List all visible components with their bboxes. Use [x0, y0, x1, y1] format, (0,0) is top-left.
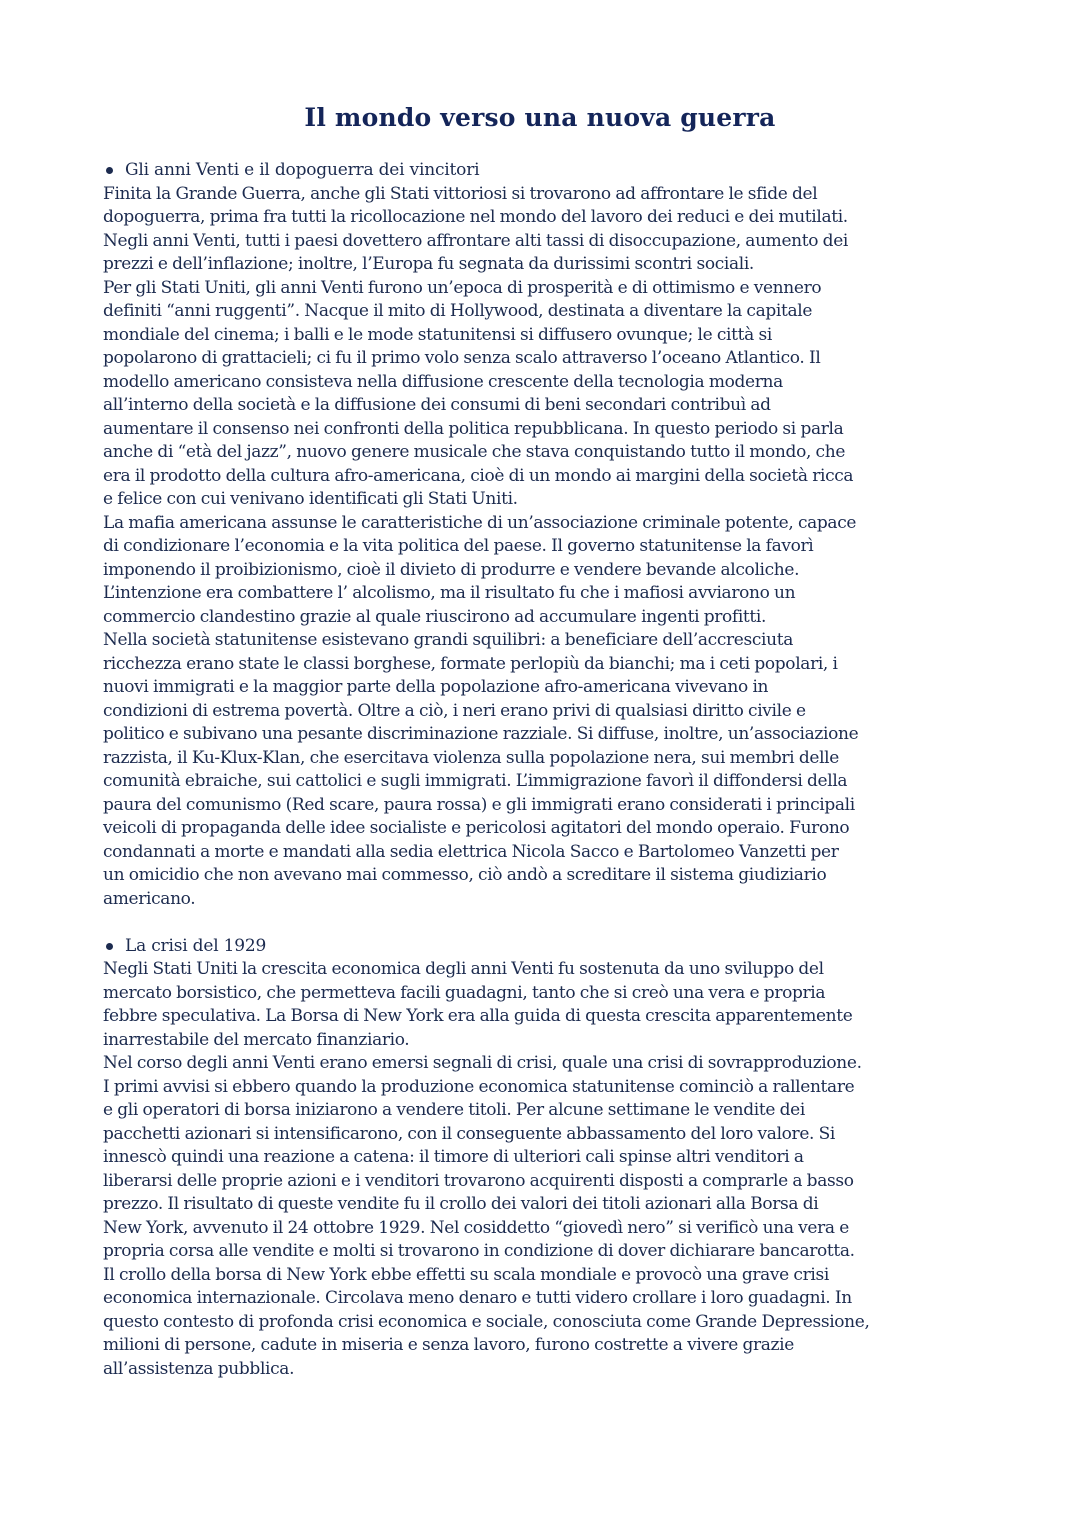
section-paragraph [103, 183, 993, 912]
text-line: liberarsi delle proprie azioni e i venditori trovarono acquirenti disposti a comprarle a basso [103, 1170, 854, 1191]
text-line: prezzi e dell’inflazione; inoltre, l’Europa fu segnata da durissimi scontri sociali. [103, 254, 754, 274]
text-line: New York, avvenuto il 24 ottobre 1929. Nel cosiddetto “giovedì nero” si verificò una vera e [103, 1217, 849, 1238]
text-line: nuovi immigrati e la maggior parte della popolazione afro-americana vivevano in [103, 677, 769, 697]
text-line: Negli Stati Uniti la crescita economica degli anni Venti fu sostenuta da uno sviluppo del [103, 959, 824, 979]
document-body [103, 159, 993, 1381]
text-line: Negli anni Venti, tutti i paesi dovettero affrontare alti tassi di disoccupazione, aumento dei [103, 230, 849, 251]
text-line: inarrestabile del mercato finanziario. [103, 1029, 410, 1050]
text-line: pacchetti azionari si intensificarono, con il conseguente abbassamento del loro valore. Si [103, 1123, 836, 1144]
text-line: all’assistenza pubblica. [103, 1358, 295, 1379]
text-line: un omicidio che non avevano mai commesso, ciò andò a screditare il sistema giudiziario [103, 865, 827, 885]
section-heading [103, 159, 993, 183]
section-paragraph [103, 958, 993, 1381]
section-heading-text: Gli anni Venti e il dopoguerra dei vincitori [125, 160, 480, 180]
text-line: all’interno della società e la diffusione dei consumi di beni secondari contribuì ad [103, 395, 771, 415]
text-line: economica internazionale. Circolava meno denaro e tutti videro crollare i loro guadagni. In [103, 1288, 852, 1308]
text-line: Per gli Stati Uniti, gli anni Venti furono un’epoca di prosperità e di ottimismo e vennero [103, 277, 822, 298]
text-line: La mafia americana assunse le caratteristiche di un’associazione criminale potente, capace [103, 512, 857, 533]
text-line: comunità ebraiche, sui cattolici e sugli immigrati. L’immigrazione favorì il diffondersi della [103, 771, 848, 791]
text-line: febbre speculativa. La Borsa di New York era alla guida di questa crescita apparentemente [103, 1006, 853, 1026]
text-line: Nel corso degli anni Venti erano emersi segnali di crisi, quale una crisi di sovrapproduzione. [103, 1053, 862, 1073]
text-line: veicoli di propaganda delle idee socialiste e pericolosi agitatori del mondo operaio. Furono [103, 818, 850, 838]
section-heading-text: La crisi del 1929 [125, 935, 267, 956]
text-line: anche di “età del jazz”, nuovo genere musicale che stava conquistando tutto il mondo, che [103, 442, 846, 462]
text-line: e gli operatori di borsa iniziarono a vendere titoli. Per alcune settimane le vendite dei [103, 1100, 805, 1120]
text-line: Il crollo della borsa di New York ebbe effetti su scala mondiale e provocò una grave crisi [103, 1264, 829, 1285]
text-line: e felice con cui venivano identificati gli Stati Uniti. [103, 489, 518, 509]
text-line: razzista, il Ku-Klux-Klan, che esercitava violenza sulla popolazione nera, sui membri delle [103, 747, 839, 768]
text-line: prezzo. Il risultato di queste vendite fu il crollo dei valori dei titoli azionari alla Borsa di [103, 1194, 819, 1214]
text-line: aumentare il consenso nei confronti della politica repubblicana. In questo periodo si parla [103, 418, 844, 439]
text-line: di condizionare l’economia e la vita politica del paese. Il governo statunitense la favorì [103, 536, 814, 556]
text-line: condannati a morte e mandati alla sedia elettrica Nicola Sacco e Bartolomeo Vanzetti per [103, 841, 839, 862]
section-anni-venti [103, 159, 993, 911]
page-title: Il mondo verso una nuova guerra [304, 103, 776, 132]
text-line: ricchezza erano state le classi borghese, formate perlopiù da bianchi; ma i ceti popolari, i [103, 653, 838, 674]
text-line: questo contesto di profonda crisi economica e sociale, conosciuta come Grande Depressione, [103, 1311, 870, 1332]
text-line: commercio clandestino grazie al quale riuscirono ad accumulare ingenti profitti. [103, 606, 767, 627]
text-line: modello americano consisteva nella diffusione crescente della tecnologia moderna [103, 371, 783, 392]
text-line: mercato borsistico, che permetteva facili guadagni, tanto che si creò una vera e propria [103, 982, 826, 1003]
text-line: paura del comunismo (Red scare, paura rossa) e gli immigrati erano considerati i principali [103, 794, 855, 815]
text-line: Nella società statunitense esistevano grandi squilibri: a beneficiare dell’accresciuta [103, 630, 793, 650]
text-line: milioni di persone, cadute in miseria e senza lavoro, furono costrette a vivere grazie [103, 1335, 794, 1355]
text-line: definiti “anni ruggenti”. Nacque il mito di Hollywood, destinata a diventare la capitale [103, 301, 813, 321]
text-line: propria corsa alle vendite e molti si trovarono in condizione di dover dichiarare bancarotta. [103, 1241, 855, 1261]
text-line: mondiale del cinema; i balli e le mode statunitensi si diffusero ovunque; le città si [103, 324, 772, 345]
text-line: I primi avvisi si ebbero quando la produzione economica statunitense cominciò a rallentare [103, 1076, 855, 1097]
section-crisi-1929 [103, 935, 993, 1382]
section-heading [103, 935, 993, 959]
text-line: era il prodotto della cultura afro-americana, cioè di un mondo ai margini della società ricca [103, 465, 854, 486]
text-line: imponendo il proibizionismo, cioè il divieto di produrre e vendere bevande alcoliche. [103, 559, 800, 580]
text-line: americano. [103, 888, 196, 909]
text-line: dopoguerra, prima fra tutti la ricollocazione nel mondo del lavoro dei reduci e dei mutilati. [103, 207, 848, 227]
text-line: Finita la Grande Guerra, anche gli Stati vittoriosi si trovarono ad affrontare le sfide del [103, 183, 818, 204]
bullet-icon [106, 167, 113, 174]
text-line: condizioni di estrema povertà. Oltre a ciò, i neri erano privi di qualsiasi diritto civile e [103, 700, 806, 721]
text-line: L’intenzione era combattere l’ alcolismo, ma il risultato fu che i mafiosi avviarono un [103, 583, 796, 603]
text-line: politico e subivano una pesante discriminazione razziale. Si diffuse, inoltre, un’associazione [103, 724, 859, 744]
text-line: innescò quindi una reazione a catena: il timore di ulteriori cali spinse altri venditori a [103, 1147, 804, 1167]
bullet-icon [106, 943, 113, 950]
text-line: popolarono di grattacieli; ci fu il primo volo senza scalo attraverso l’oceano Atlantico. Il [103, 348, 821, 368]
